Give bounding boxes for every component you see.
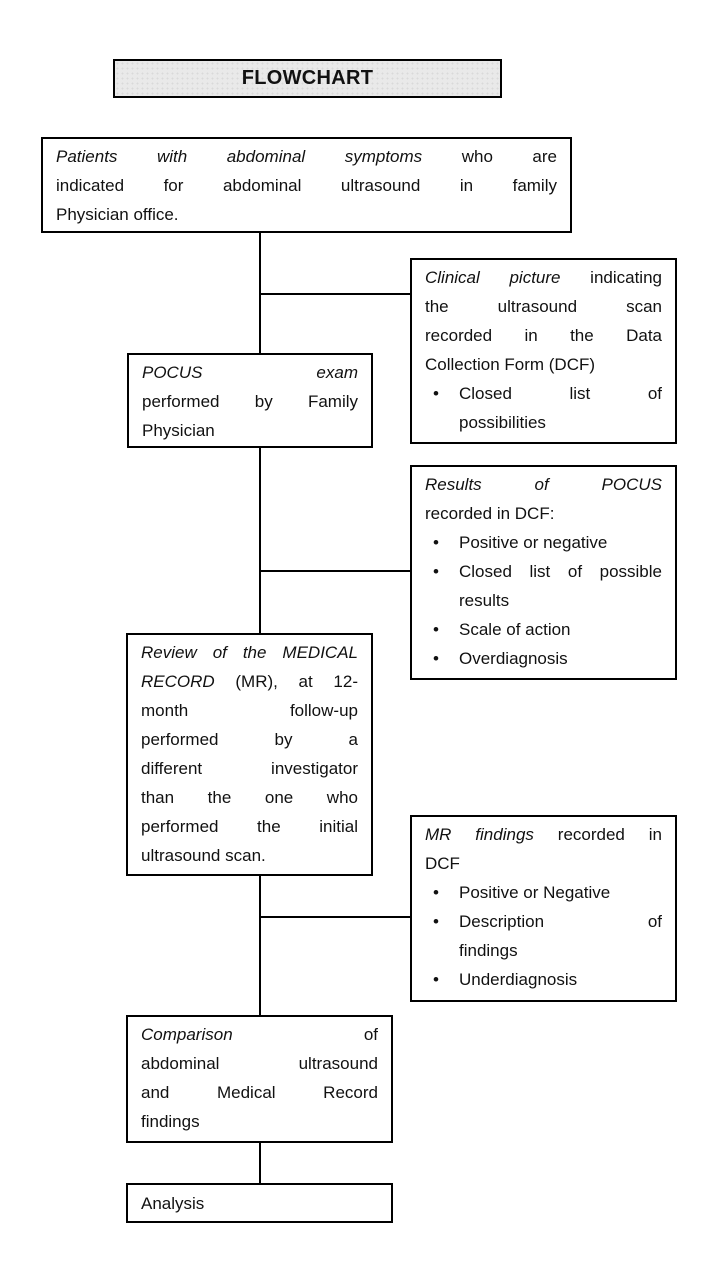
- regular-text: results: [459, 591, 510, 610]
- regular-text: Closed list of possible: [459, 562, 662, 581]
- text-line: [425, 350, 662, 379]
- flowchart-box-mr-findings: [410, 815, 677, 1002]
- text-line: [141, 638, 358, 667]
- flowchart-title: FLOWCHART: [241, 67, 374, 89]
- regular-text: Positive or negative: [459, 533, 608, 552]
- regular-text: and Medical Record: [141, 1083, 378, 1102]
- text-line: [141, 1188, 378, 1220]
- regular-text: than the one who: [141, 788, 358, 807]
- bullet-icon: •: [433, 620, 439, 639]
- flowchart-box-patients: [41, 137, 572, 233]
- regular-text: possibilities: [459, 413, 546, 432]
- text-line: [56, 142, 557, 171]
- bullet-item: [425, 965, 662, 994]
- text-line: [142, 387, 358, 416]
- regular-text: recorded in: [533, 825, 662, 844]
- text-line: [425, 849, 662, 878]
- regular-text: DCF: [425, 854, 460, 873]
- regular-text: Collection Form (DCF): [425, 355, 596, 374]
- text-line: [141, 1107, 378, 1136]
- bullet-item: [425, 644, 662, 673]
- regular-text: findings: [459, 941, 518, 960]
- connector-branch-to-results: [259, 570, 410, 572]
- regular-text: the ultrasound scan: [425, 297, 662, 316]
- regular-text: indicating: [560, 268, 662, 287]
- bullet-item: [425, 878, 662, 907]
- text-line: [425, 470, 662, 499]
- bullet-item: [425, 615, 662, 644]
- flowchart-box-medical-record-review: [126, 633, 373, 876]
- text-line: [425, 586, 662, 615]
- regular-text: Analysis: [141, 1194, 205, 1213]
- text-line: [56, 171, 557, 200]
- bullet-item: [425, 528, 662, 557]
- italic-text: Review of the MEDICAL: [141, 643, 358, 662]
- bullet-icon: •: [433, 649, 439, 668]
- connector-branch-to-clinical: [259, 293, 410, 295]
- bullet-item: [425, 557, 662, 586]
- text-line: [141, 1020, 378, 1049]
- regular-text: different investigator: [141, 759, 358, 778]
- bullet-item: [425, 379, 662, 408]
- regular-text: who are: [422, 147, 557, 166]
- text-line: [141, 725, 358, 754]
- text-line: [141, 696, 358, 725]
- regular-text: Positive or Negative: [459, 883, 611, 902]
- connector-review-to-comparison: [259, 876, 261, 1015]
- connector-branch-to-mr-findings: [259, 916, 410, 918]
- text-line: [425, 499, 662, 528]
- regular-text: Underdiagnosis: [459, 970, 578, 989]
- text-line: [425, 263, 662, 292]
- connector-pocus-to-review: [259, 448, 261, 633]
- text-line: [142, 416, 358, 445]
- regular-text: abdominal ultrasound: [141, 1054, 378, 1073]
- regular-text: Closed list of: [459, 384, 662, 403]
- italic-text: Patients with abdominal symptoms: [56, 147, 423, 166]
- bullet-icon: •: [433, 562, 439, 581]
- text-line: [425, 408, 662, 437]
- text-line: [142, 358, 358, 387]
- text-line: [56, 200, 557, 229]
- regular-text: indicated for abdominal ultrasound in family: [56, 176, 557, 195]
- flowchart-box-pocus-results: [410, 465, 677, 680]
- flowchart-title-box: [113, 59, 502, 98]
- text-line: [425, 292, 662, 321]
- regular-text: Overdiagnosis: [459, 649, 568, 668]
- text-line: [425, 936, 662, 965]
- regular-text: performed by a: [141, 730, 358, 749]
- bullet-icon: •: [433, 883, 439, 902]
- connector-comparison-to-analysis: [259, 1143, 261, 1183]
- text-line: [141, 1078, 378, 1107]
- text-line: [141, 667, 358, 696]
- text-line: [141, 1049, 378, 1078]
- italic-text: POCUS exam: [142, 363, 358, 382]
- regular-text: Description of: [459, 912, 662, 931]
- regular-text: ultrasound scan.: [141, 846, 266, 865]
- bullet-item: [425, 907, 662, 936]
- italic-text: Clinical picture: [425, 268, 561, 287]
- italic-text: RECORD: [141, 672, 215, 691]
- regular-text: month follow-up: [141, 701, 358, 720]
- flowchart-box-pocus-exam: [127, 353, 373, 448]
- text-line: [141, 841, 358, 870]
- regular-text: findings: [141, 1112, 200, 1131]
- text-line: [141, 812, 358, 841]
- regular-text: Physician office.: [56, 205, 179, 224]
- bullet-icon: •: [433, 384, 439, 403]
- regular-text: recorded in DCF:: [425, 504, 555, 523]
- flowchart-box-comparison: [126, 1015, 393, 1143]
- regular-text: of: [232, 1025, 378, 1044]
- italic-text: Comparison: [141, 1025, 233, 1044]
- regular-text: Scale of action: [459, 620, 571, 639]
- bullet-icon: •: [433, 912, 439, 931]
- italic-text: Results of POCUS: [425, 475, 662, 494]
- flowchart-box-clinical-picture: [410, 258, 677, 444]
- italic-text: MR findings: [425, 825, 534, 844]
- text-line: [141, 783, 358, 812]
- regular-text: performed the initial: [141, 817, 358, 836]
- bullet-icon: •: [433, 533, 439, 552]
- text-line: [141, 754, 358, 783]
- text-line: [425, 321, 662, 350]
- flowchart-box-analysis: [126, 1183, 393, 1223]
- text-line: [425, 820, 662, 849]
- regular-text: performed by Family: [142, 392, 358, 411]
- bullet-icon: •: [433, 970, 439, 989]
- regular-text: Physician: [142, 421, 215, 440]
- regular-text: (MR), at 12-: [214, 672, 358, 691]
- regular-text: recorded in the Data: [425, 326, 662, 345]
